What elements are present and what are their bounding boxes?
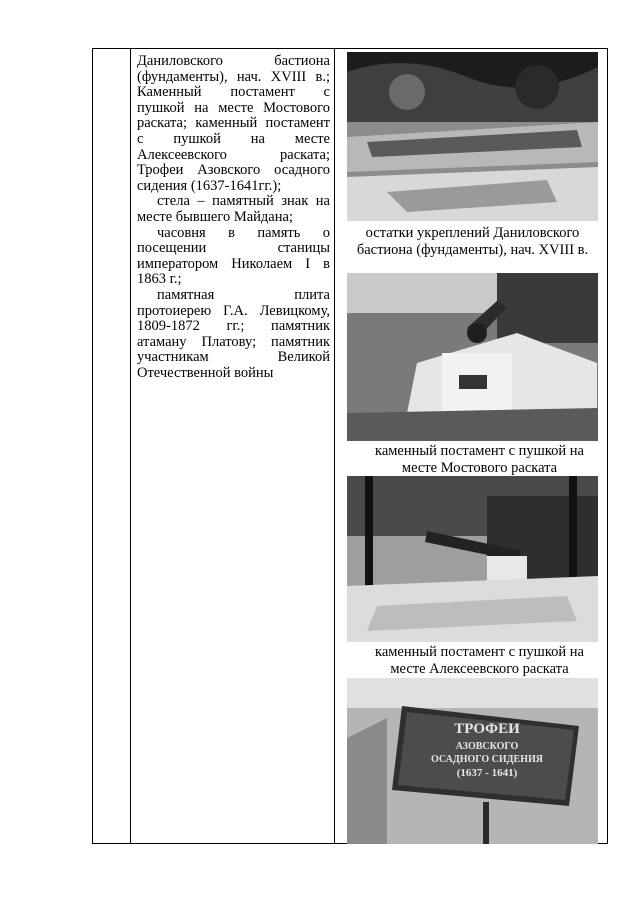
plaque-line-2: АЗОВСКОГО bbox=[455, 741, 519, 752]
plaque-line-4: (1637 - 1641) bbox=[456, 767, 518, 779]
caption-alekseevsky-raskat: каменный постамент с пушкой на месте Алексеевского раската bbox=[375, 644, 584, 677]
objects-description-cell bbox=[137, 54, 330, 381]
photo-danilovsky-bastion bbox=[347, 52, 598, 221]
objects-paragraph-1: Даниловского бастиона (фундаменты), нач. XVIII в.; Каменный постамент с пушкой на месте Мостового раската; каменный постамент с пушкой на месте Алексеевского раската; Трофеи Азовского осадного сидения (1637-1641гг.); bbox=[137, 53, 330, 194]
photo-alekseevsky-raskat bbox=[347, 476, 598, 642]
objects-paragraph-4: памятная плита протоиерею Г.А. Левицкому, 1809-1872 гг.; памятник атаману Платову; памятник участникам Великой Отечественной войны bbox=[137, 286, 330, 381]
plaque-line-3: ОСАДНОГО СИДЕНИЯ bbox=[430, 754, 544, 765]
photo-trophy-plaque bbox=[347, 678, 598, 844]
column-divider-right bbox=[334, 48, 335, 844]
caption-mostovoy-raskat: каменный постамент с пушкой на месте Мостового раската bbox=[375, 443, 584, 476]
objects-paragraph-2: стела – памятный знак на месте бывшего Майдана; bbox=[137, 193, 330, 225]
objects-paragraph-3: часовня в память о посещении станицы императором Николаем I в 1863 г.; bbox=[137, 224, 330, 288]
photo-mostovoy-raskat bbox=[347, 273, 598, 441]
plaque-line-1: ТРОФЕИ bbox=[454, 721, 520, 737]
column-divider-left bbox=[130, 48, 131, 844]
caption-danilovsky-bastion: остатки укреплений Даниловского бастиона (фундаменты), нач. XVIII в. bbox=[356, 225, 589, 258]
